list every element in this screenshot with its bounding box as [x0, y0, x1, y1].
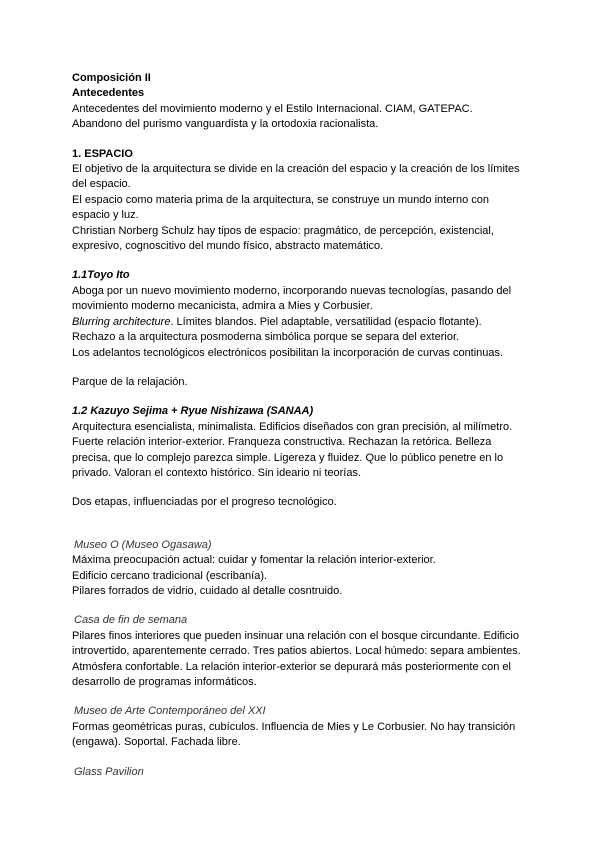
text-line: Dos etapas, influenciadas por el progreso tecnológico.: [72, 496, 337, 509]
work-title-museo-arte-contemporaneo: Museo de Arte Contemporáneo del XXI: [74, 705, 266, 718]
espacio-heading: 1. ESPACIO: [72, 147, 133, 160]
text-line: espacio y luz.: [72, 209, 139, 222]
text-line: Fuerte relación interior-exterior. Franqueza constructiva. Rechazan la retórica. Belleza: [72, 436, 492, 449]
work-title-museo-o: Museo O (Museo Ogasawa): [74, 538, 212, 551]
text-line: El objetivo de la arquitectura se divide en la creación del espacio y la creación de los límites: [72, 163, 520, 176]
text-line: precisa, que lo complejo parezca simple. Ligereza y fluidez. Que lo público penetre en lo: [72, 451, 504, 464]
text-line: (engawa). Soportal. Fachada libre.: [72, 736, 241, 749]
text-line: Rechazo a la arquitectura posmoderna simbólica porque se separa del exterior.: [72, 331, 460, 344]
antecedentes-heading: Antecedentes: [72, 87, 145, 100]
toyo-ito-heading: 1.1Toyo Ito: [72, 269, 130, 282]
blurring-architecture-text: . Límites blandos. Piel adaptable, versatilidad (espacio flotante).: [170, 315, 482, 328]
text-line: Atmósfera confortable. La relación interior-exterior se depurará más posteriormente con el: [72, 660, 511, 673]
text-line: expresivo, cognoscitivo del mundo físico, abstracto matemático.: [72, 240, 384, 253]
blurring-architecture-term: Blurring architecture: [72, 315, 171, 328]
text-line: Aboga por un nuevo movimiento moderno, incorporando nuevas tecnologías, pasando del: [72, 284, 512, 297]
text-line: [72, 315, 540, 330]
text-line: Abandono del purismo vanguardista y la ortodoxia racionalista.: [72, 118, 379, 131]
work-title-casa-fin-de-semana: Casa de fin de semana: [74, 614, 188, 627]
text-line: del espacio.: [72, 178, 131, 191]
sanaa-heading: 1.2 Kazuyo Sejima + Ryue Nishizawa (SANAA): [72, 405, 314, 418]
text-line: desarrollo de programas informáticos.: [72, 676, 257, 688]
text-line: Christian Norberg Schulz hay tipos de espacio: pragmático, de percepción, existencial,: [72, 224, 494, 237]
text-line: Máxima preocupación actual: cuidar y fomentar la relación interior-exterior.: [72, 554, 436, 567]
text-line: Pilares finos interiores que pueden insinuar una relación con el bosque circundante. Edificio: [72, 629, 519, 642]
text-line: Antecedentes del movimiento moderno y el Estilo Internacional. CIAM, GATEPAC.: [72, 102, 473, 115]
text-line: movimiento moderno mecanicista, admira a Mies y Corbusier.: [72, 300, 373, 313]
text-line: Pilares forrados de vidrio, cuidado al detalle cosntruido.: [72, 584, 343, 597]
text-line: Edificio cercano tradicional (escribanía).: [72, 569, 268, 582]
work-title-glass-pavilion: Glass Pavilion: [74, 765, 144, 778]
document-title: Composición II: [72, 72, 151, 84]
text-line: Parque de la relajación.: [72, 375, 188, 388]
text-line: El espacio como materia prima de la arquitectura, se construye un mundo interno con: [72, 193, 489, 206]
text-line: Arquitectura esencialista, minimalista. Edificios diseñados con gran precisión, al milímetro.: [72, 420, 513, 433]
text-line: Los adelantos tecnológicos electrónicos posibilitan la incorporación de curvas continuas.: [72, 346, 504, 359]
text-line: introvertido, aparentemente cerrado. Tres patios abiertos. Local húmedo: separa ambientes.: [72, 645, 521, 658]
text-line: privado. Valoran el contexto histórico. Sin ideario ni teorías.: [72, 466, 362, 479]
text-line: Formas geométricas puras, cubículos. Influencia de Mies y Le Corbusier. No hay transición: [72, 720, 516, 733]
